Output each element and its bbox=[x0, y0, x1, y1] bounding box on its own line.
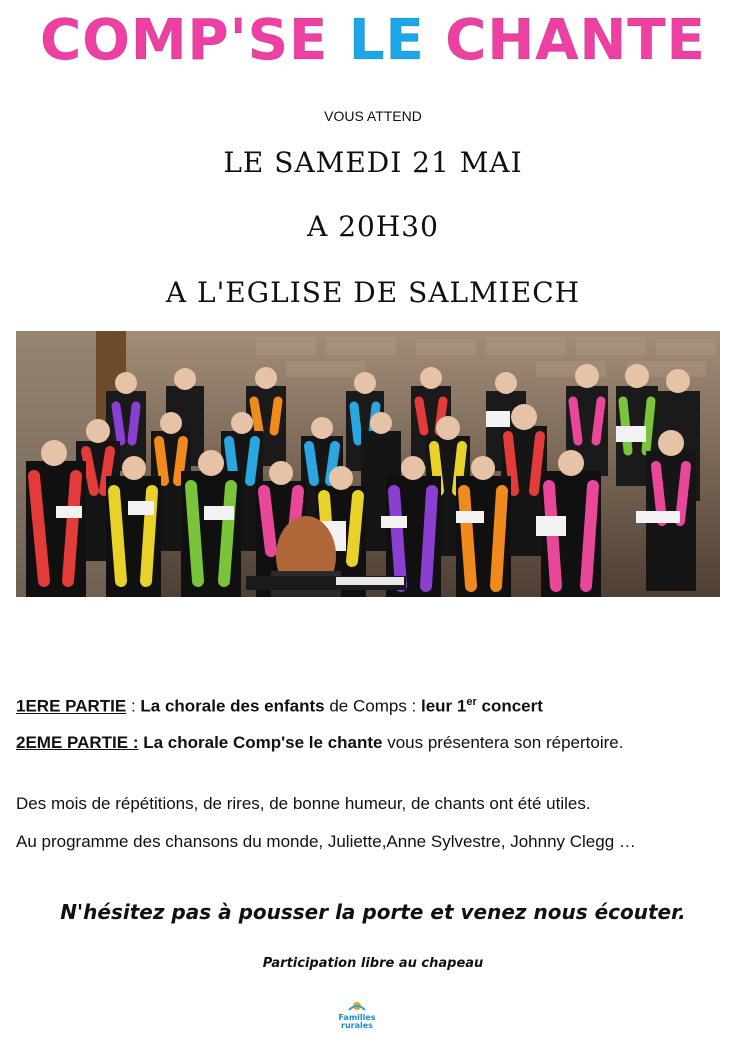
title-part-2: LE bbox=[348, 8, 425, 73]
part-1-concert: concert bbox=[476, 696, 543, 716]
part-2-choir-name: La chorale Comp'se le chante bbox=[138, 733, 383, 752]
part-1-separator: : bbox=[126, 696, 141, 716]
familles-rurales-logo bbox=[335, 1000, 379, 1034]
title-part-3: CHANTE bbox=[445, 8, 706, 73]
choir-photo bbox=[16, 331, 720, 597]
logo-text-bottom: rurales bbox=[341, 1021, 373, 1030]
part-1-paragraph bbox=[16, 690, 728, 719]
part-2-paragraph bbox=[16, 730, 728, 755]
program-paragraph: Au programme des chansons du monde, Juliette,Anne Sylvestre, Johnny Clegg … bbox=[16, 832, 636, 851]
event-place: A L'EGLISE DE SALMIECH bbox=[165, 276, 581, 309]
part-1-text: de Comps : bbox=[324, 696, 421, 716]
free-participation: Participation libre au chapeau bbox=[262, 956, 484, 971]
title-part-1: COMP'SE bbox=[40, 8, 329, 73]
part-1-children-choir: La chorale des enfants bbox=[140, 696, 325, 716]
call-to-action: N'hésitez pas à pousser la porte et venez nous écouter. bbox=[60, 900, 686, 924]
part-1-label: 1ERE PARTIE bbox=[16, 696, 127, 716]
part-1-superscript: er bbox=[466, 696, 477, 708]
subtitle: VOUS ATTEND bbox=[324, 108, 422, 124]
event-time: A 20H30 bbox=[307, 210, 439, 243]
part-2-label: 2EME PARTIE : bbox=[16, 733, 139, 752]
part-1-first-concert: leur 1 bbox=[421, 696, 467, 716]
event-date: LE SAMEDI 21 MAI bbox=[223, 146, 523, 179]
rehearsal-paragraph: Des mois de répétitions, de rires, de bonne humeur, de chants ont été utiles. bbox=[16, 794, 591, 813]
part-2-text: vous présentera son répertoire. bbox=[382, 733, 624, 752]
logo-text-top: Familles bbox=[338, 1013, 376, 1022]
poster-title bbox=[0, 6, 746, 76]
